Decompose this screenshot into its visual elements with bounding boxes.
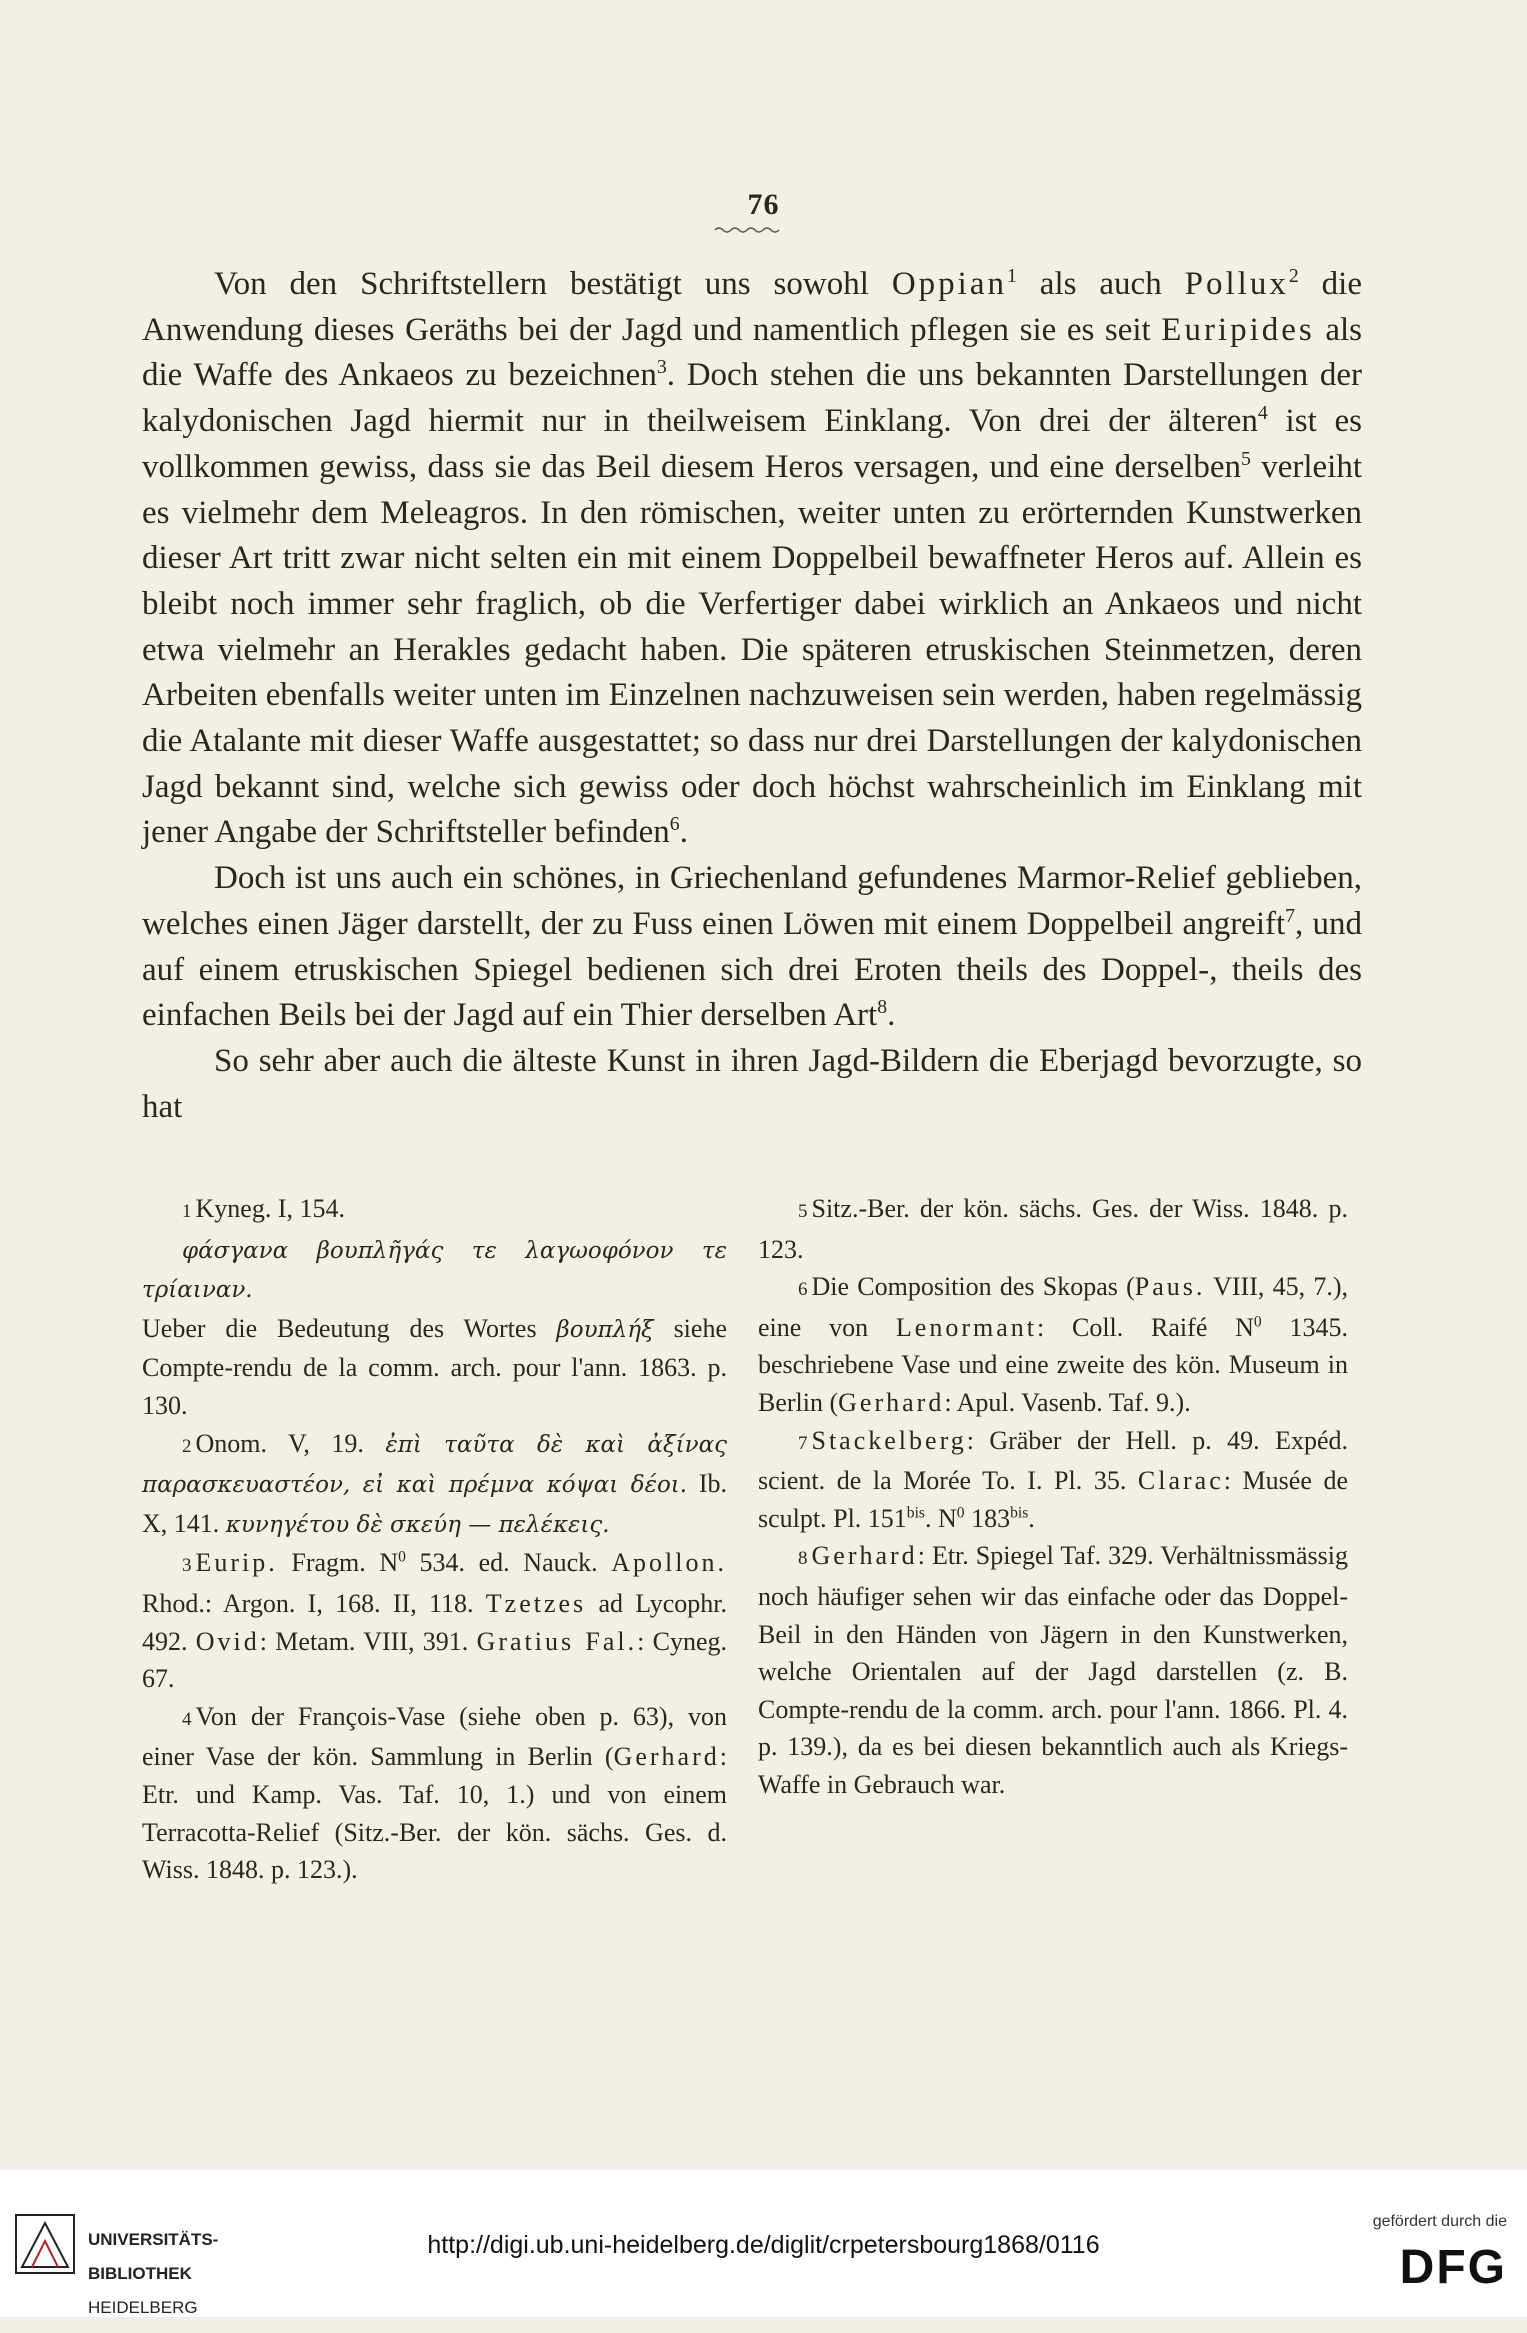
wavy-rule-ornament [713, 225, 783, 235]
greek-quote: φάσγανα βουπλῆγάς τε λαγωοφόνον τε τρίαιναν. [142, 1237, 727, 1304]
greek-quote: κυνηγέτου δὲ σκεύη — πελέκεις. [225, 1511, 610, 1538]
footnote-number: 2 [182, 1435, 192, 1457]
text-run: VIII, 45, 7.), eine von [758, 1272, 1348, 1342]
footnote-number: 7 [798, 1432, 808, 1454]
text-run: Rhod.: Argon. I, 168. II, 118. [142, 1588, 486, 1618]
text-run: So sehr aber auch die älteste Kunst in ihren Jagd-Bildern die Eberjagd bevorzugte, so hat [142, 1042, 1362, 1125]
spaced-name: Ovid [195, 1626, 260, 1656]
footnotes-right-column [758, 1190, 1348, 1804]
text-run: verleiht es vielmehr dem Meleagros. In den römischen, weiter unten zu erörternden Kunstwerken dieser Art tritt zwar nicht selten ein mit einem Doppelbeil bewaffneter Heros auf. Allein es bleibt noch immer sehr fraglich, ob die Verfertiger dabei wirklich an Ankaeos und nicht etwa vielmehr an Herakles gedacht haben. Die späteren etruskischen Steinmetzen, deren Arbeiten ebenfalls weiter unten im Einzelnen nachzuweisen sein werden, haben regelmässig die Atalante mit dieser Waffe ausgestattet; so dass nur drei Darstellungen der kalydonischen Jagd bekannt sind, welche sich gewiss oder doch höchst wahrscheinlich im Einklang mit jener Angabe der Schriftsteller befinden [142, 448, 1362, 851]
footnote [142, 1698, 727, 1889]
text-run: ad Lycophr. 492. [142, 1588, 727, 1656]
spaced-name: Gratius Fal. [476, 1626, 638, 1656]
spaced-name: Tzetzes [485, 1588, 587, 1618]
footnote-number: 3 [182, 1555, 192, 1577]
spaced-name: Apollon. [611, 1548, 727, 1578]
superscript: 8 [877, 996, 888, 1019]
spaced-name: Clarac [1137, 1466, 1224, 1496]
text-run: : Apul. Vasenb. Taf. 9.). [944, 1387, 1191, 1417]
text-run: Kyneg. I, 154. [195, 1194, 345, 1223]
text-run: siehe Compte-rendu de la comm. arch. pour l'ann. 1863. p. 130. [142, 1313, 727, 1420]
spaced-name: Stackelberg [811, 1425, 967, 1455]
text-run: Ueber die Bedeutung des Wortes [142, 1313, 557, 1343]
dfg-logo: DFG [1399, 2241, 1507, 2294]
footnote [142, 1231, 727, 1310]
superscript: 0 [1253, 1313, 1262, 1331]
text-run: 183 [964, 1503, 1011, 1533]
footnote-number: 6 [798, 1279, 808, 1301]
text-run: : Metam. VIII, 391. [259, 1626, 477, 1656]
funded-by-label: gefördert durch die [1372, 2213, 1507, 2230]
spaced-name: Oppian [891, 266, 1007, 302]
paragraph [142, 262, 1362, 856]
greek-quote: ἐπὶ ταῦτα δὲ καὶ ἀξίνας παρασκευαστέον, εἰ καὶ πρέμνα κόψαι δέοι. [142, 1431, 727, 1499]
superscript: 0 [956, 1504, 965, 1522]
text-run: Sitz.-Ber. der kön. sächs. Ges. der Wiss. 1848. p. 123. [758, 1194, 1348, 1264]
library-line-1: UNIVERSITÄTS- [88, 2230, 219, 2249]
text-run: Fragm. N [277, 1548, 399, 1578]
footnote [142, 1310, 727, 1425]
superscript: 3 [656, 356, 667, 379]
text-run: als auch [1016, 266, 1185, 302]
text-run: : Cyneg. 67. [142, 1626, 727, 1694]
text-run: : Coll. Raifé N [1036, 1312, 1254, 1342]
footnote-number: 8 [798, 1548, 808, 1570]
text-run: : Etr. Spiegel Taf. 329. Verhältnissmässig noch häufiger sehen wir das einfache oder das Doppel-Beil in den Händen von Jägern in den Kunstwerken, welche Orientalen auf der Jagd darstellen (z. B. Compte-rendu de la comm. arch. pour l'ann. 1866. Pl. 4. p. 139.), da es bei diesen bekanntlich auch als Kriegs-Waffe in Gebrauch war. [758, 1541, 1348, 1799]
footnote [758, 1537, 1348, 1803]
spaced-name: Gerhard [613, 1742, 720, 1772]
text-run: Onom. V, 19. [195, 1428, 386, 1458]
superscript: 5 [1241, 447, 1251, 470]
text-run: Die Composition des Skopas ( [811, 1272, 1135, 1302]
footnote [142, 1544, 727, 1697]
text-run: Von der François-Vase (siehe oben p. 63), von einer Vase der kön. Sammlung in Berlin ( [142, 1701, 727, 1772]
spaced-name: Gerhard [811, 1541, 918, 1571]
spaced-name: Gerhard [838, 1387, 945, 1417]
text-run: . N [925, 1503, 957, 1533]
footnote [758, 1190, 1348, 1268]
text-run: . [1028, 1503, 1035, 1533]
superscript: 7 [1285, 904, 1296, 927]
text-run: die Anwendung dieses Geräths bei der Jagd und namentlich pflegen sie es seit [142, 266, 1362, 348]
superscript: 4 [1257, 402, 1268, 425]
text-run: . [887, 997, 896, 1034]
footnote [142, 1190, 727, 1231]
text-run: : Musée de sculpt. Pl. 151 [758, 1466, 1348, 1533]
text-run: Ib. X, 141. [142, 1469, 727, 1538]
spaced-name: Paus. [1134, 1272, 1206, 1302]
spaced-name: Pollux [1184, 266, 1289, 302]
footnote-number: 5 [798, 1201, 808, 1222]
superscript: 6 [669, 813, 680, 836]
footnote-number: 4 [182, 1708, 192, 1730]
footnotes-left-column [142, 1190, 727, 1889]
superscript: 1 [1006, 265, 1017, 287]
page-number: 76 [747, 188, 780, 221]
text-run: Von den Schriftstellern bestätigt uns sowohl [214, 266, 892, 302]
library-line-2: BIBLIOTHEK [88, 2264, 192, 2283]
footnote [758, 1268, 1348, 1421]
superscript: bis [906, 1504, 925, 1522]
text-run: 534. ed. Nauck. [405, 1548, 612, 1578]
superscript: bis [1010, 1504, 1029, 1522]
paragraph [142, 856, 1362, 1039]
greek-quote: βουπλήξ [556, 1316, 654, 1343]
footnote [758, 1422, 1348, 1538]
text-run: . [679, 814, 688, 851]
spaced-name: Eurip. [195, 1548, 278, 1578]
spaced-name: Lenormant [895, 1312, 1037, 1342]
text-run: 1345. beschriebene Vase und eine zweite des kön. Museum in Berlin ( [758, 1312, 1349, 1417]
text-run: , und auf einem etruskischen Spiegel bedienen sich drei Eroten theils des Doppel-, theils des einfachen Beils bei der Jagd auf ein Thier derselben Art [142, 905, 1362, 1034]
text-run: Doch ist uns auch ein schönes, in Griechenland gefundenes Marmor-Relief geblieben, welches einen Jäger darstellt, der zu Fuss einen Löwen mit einem Doppelbeil angreift [142, 860, 1362, 942]
document-url-link[interactable]: http://digi.ub.uni-heidelberg.de/diglit/crpetersbourg1868/0116 [427, 2231, 1100, 2259]
footnote [142, 1425, 727, 1545]
spaced-name: Euripides [1161, 311, 1315, 348]
superscript: 2 [1288, 265, 1299, 287]
text-run: ist es vollkommen gewiss, dass sie das Beil diesem Heros versagen, und eine derselben [142, 403, 1363, 485]
footnote-number: 1 [182, 1201, 192, 1222]
text-run: : Etr. und Kamp. Vas. Taf. 10, 1.) und von einem Terracotta-Relief (Sitz.-Ber. der kön. sächs. Ges. d. Wiss. 1848. p. 123.). [142, 1742, 727, 1885]
text-run: : Gräber der Hell. p. 49. Expéd. scient. de la Morée To. I. Pl. 35. [758, 1425, 1348, 1496]
paragraph [142, 1039, 1362, 1130]
library-line-3: HEIDELBERG [88, 2298, 198, 2317]
text-run: . Doch stehen die uns bekannten Darstellungen der kalydonischen Jagd hiermit nur in theilweisem Einklang. Von drei der älteren [142, 357, 1362, 440]
text-run: als die Waffe des Ankaeos zu bezeichnen [142, 311, 1362, 394]
superscript: 0 [398, 1548, 406, 1566]
body-text [142, 262, 1362, 1130]
